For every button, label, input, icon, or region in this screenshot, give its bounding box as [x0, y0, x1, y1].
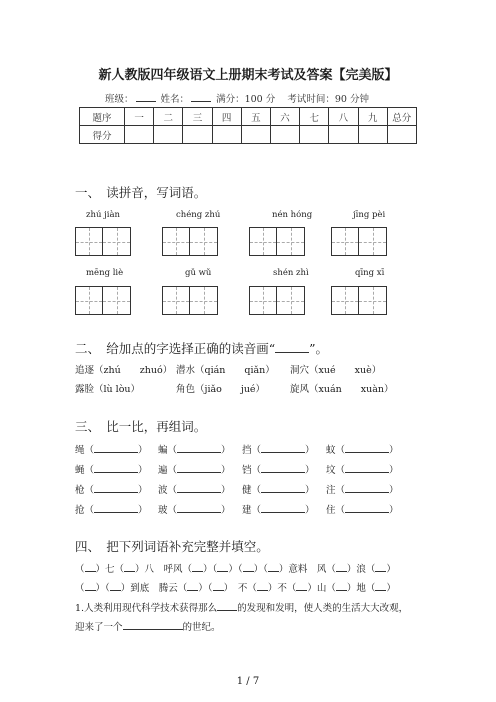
idiom-text: ）七（ [95, 564, 125, 575]
compare-char: 玻 [158, 505, 168, 516]
compare-char: 蚊 [326, 445, 336, 456]
compare-char: 蝇 [75, 465, 85, 476]
idiom-text: ）浪（ [346, 564, 376, 575]
compare-row: 玻（ ） [158, 502, 231, 516]
compare-row: 注（ ） [326, 482, 399, 496]
answer-blank[interactable] [261, 442, 305, 453]
score-table [79, 107, 417, 144]
writing-grid[interactable] [162, 227, 218, 256]
idiom-text: ）（ [253, 564, 268, 575]
compare-row: 坟（ ） [326, 462, 399, 476]
page-title: 新人教版四年级语文上册期末考试及答案【完美版】 [98, 68, 398, 83]
idiom-text: ）山（ [307, 583, 336, 594]
idiom-text: ）意料 风（ [278, 564, 336, 575]
underline-sample [275, 343, 309, 353]
compare-row: 波（ ） [158, 482, 231, 496]
compare-char: 遍 [158, 465, 168, 476]
score-header-cell: 七 [300, 108, 329, 126]
answer-blank[interactable] [345, 442, 389, 453]
score-header-cell: 五 [241, 108, 270, 126]
class-blank [136, 92, 156, 102]
score-header-cell: 四 [212, 108, 241, 126]
idiom-text: ）地（ [346, 583, 376, 594]
score-header-cell: 总分 [387, 108, 416, 126]
idiom-text: ） 不（ [223, 583, 257, 594]
compare-char: 坟 [326, 465, 336, 476]
score-header-cell: 二 [154, 108, 183, 126]
idiom-text: ）（ [228, 564, 243, 575]
idiom-text: ） [386, 564, 396, 575]
idiom-blank[interactable] [336, 582, 347, 591]
compare-char: 建 [242, 505, 252, 516]
idiom-blank[interactable] [375, 582, 386, 591]
answer-blank[interactable] [261, 482, 305, 493]
score-cell[interactable] [300, 126, 329, 144]
score-cell[interactable] [125, 126, 154, 144]
section2-heading [75, 339, 328, 357]
score-header-cell: 三 [183, 108, 212, 126]
pinyin-label: zhú jiàn [86, 210, 121, 220]
question-text: 的世纪。 [182, 622, 221, 633]
answer-blank[interactable] [94, 482, 138, 493]
idiom-blank[interactable] [110, 582, 121, 591]
answer-blank[interactable] [177, 482, 221, 493]
idiom-blank[interactable] [85, 582, 96, 591]
reading-choice[interactable]: 洞穴（xué xuè） [290, 365, 382, 376]
answer-blank[interactable] [177, 502, 221, 513]
score-table-header-row [80, 108, 417, 126]
score-header-cell: 六 [270, 108, 299, 126]
compare-row: 枪（ ） [75, 482, 148, 496]
reading-choice[interactable]: 旋风（xuán xuàn） [290, 384, 394, 395]
exam-info [105, 91, 369, 105]
idiom-line-1 [75, 561, 396, 575]
class-label: 班级： [105, 94, 134, 105]
idiom-text: ）到底 腾云（ [120, 583, 188, 594]
compare-char: 蝙 [158, 445, 168, 456]
section2-heading-end: ”。 [309, 341, 329, 356]
section4-heading: 四、 把下列词语补充完整并填空。 [75, 539, 269, 554]
compare-char: 波 [158, 485, 168, 496]
writing-grid[interactable] [75, 286, 131, 315]
idiom-blank[interactable] [85, 563, 96, 572]
writing-grid[interactable] [331, 286, 387, 315]
pinyin-label: chéng zhú [176, 210, 221, 220]
score-cell[interactable] [358, 126, 387, 144]
writing-grid[interactable] [249, 227, 305, 256]
writing-grid[interactable] [249, 286, 305, 315]
compare-row: 抢（ ） [75, 502, 148, 516]
idiom-text: ） [386, 583, 396, 594]
idiom-text: ）（ [198, 583, 213, 594]
idiom-blank[interactable] [124, 563, 135, 572]
full-score: 满分：100 分 [216, 94, 276, 105]
score-header-cell: 一 [125, 108, 154, 126]
compare-char: 挡 [242, 445, 252, 456]
score-header-cell: 九 [358, 108, 387, 126]
name-label: 姓名： [160, 94, 190, 105]
compare-char: 铛 [242, 465, 252, 476]
question-text: 迎来了一个 [75, 622, 123, 633]
fill-question-1-cont [75, 619, 221, 633]
score-table-score-row [80, 126, 417, 144]
idiom-blank[interactable] [268, 563, 279, 572]
fill-blank[interactable] [217, 601, 237, 611]
reading-choice[interactable]: 角色（jiǎo jué） [176, 384, 266, 395]
score-cell[interactable] [183, 126, 212, 144]
compare-char: 注 [326, 485, 336, 496]
idiom-blank[interactable] [187, 582, 198, 591]
name-blank [191, 92, 211, 102]
idiom-text: （ [75, 564, 85, 575]
compare-row: 住（ ） [326, 502, 399, 516]
idiom-text: ）（ [95, 583, 110, 594]
pinyin-label: qīng xī [355, 268, 385, 278]
answer-blank[interactable] [345, 482, 389, 493]
score-cell[interactable] [329, 126, 358, 144]
fill-question-1 [75, 600, 408, 614]
score-cell[interactable] [154, 126, 183, 144]
idiom-blank[interactable] [257, 582, 268, 591]
writing-grid[interactable] [162, 286, 218, 315]
question-text: 的发现和发明，使人类的生活大大改观， [237, 603, 409, 614]
answer-blank[interactable] [261, 502, 305, 513]
section1-heading: 一、 读拼音，写词语。 [75, 185, 207, 200]
pinyin-label: mēng liè [86, 268, 124, 278]
idiom-text: ）不（ [267, 583, 297, 594]
score-cell[interactable] [270, 126, 299, 144]
idiom-text: ）八 呼风（ [135, 564, 193, 575]
fill-blank[interactable] [123, 620, 183, 630]
score-cell[interactable] [387, 126, 416, 144]
question-text: 1.人类利用现代科学技术获得那么 [75, 603, 218, 614]
compare-row: 蚊（ ） [326, 442, 399, 456]
compare-row: 蝙（ ） [158, 442, 231, 456]
idiom-blank[interactable] [296, 582, 307, 591]
answer-blank[interactable] [345, 462, 389, 473]
idiom-text: ）（ [203, 564, 218, 575]
compare-char: 健 [242, 485, 252, 496]
pinyin-label: jīng pèi [353, 210, 386, 220]
answer-blank[interactable] [94, 442, 138, 453]
pinyin-label: gǔ wǔ [185, 268, 212, 278]
page-number: 1 / 7 [236, 676, 260, 687]
idiom-blank[interactable] [192, 563, 203, 572]
score-row-label: 得分 [80, 126, 125, 144]
reading-choice[interactable]: 露脸（lù lòu） [75, 384, 141, 395]
pinyin-label: shén zhì [273, 268, 309, 278]
compare-char: 绳 [75, 445, 85, 456]
pinyin-label: nén hóng [272, 210, 313, 220]
idiom-text: （ [75, 583, 85, 594]
writing-grid[interactable] [75, 227, 131, 256]
idiom-blank[interactable] [336, 563, 347, 572]
answer-blank[interactable] [261, 462, 305, 473]
writing-grid[interactable] [331, 227, 387, 256]
compare-char: 住 [326, 505, 336, 516]
compare-char: 抢 [75, 505, 85, 516]
score-cell[interactable] [241, 126, 270, 144]
compare-row: 蝇（ ） [75, 462, 148, 476]
answer-blank[interactable] [345, 502, 389, 513]
reading-choice[interactable]: 追逐（zhú zhuó） [75, 365, 173, 376]
reading-choice[interactable]: 潜水（qián qiǎn） [176, 365, 275, 376]
answer-blank[interactable] [94, 502, 138, 513]
section3-heading: 三、 比一比，再组词。 [75, 419, 207, 434]
answer-blank[interactable] [177, 462, 221, 473]
score-header-cell: 八 [329, 108, 358, 126]
idiom-blank[interactable] [217, 563, 228, 572]
answer-blank[interactable] [94, 462, 138, 473]
compare-row: 遍（ ） [158, 462, 231, 476]
idiom-line-2 [75, 580, 396, 594]
compare-char: 枪 [75, 485, 85, 496]
score-header-cell: 题序 [80, 108, 125, 126]
compare-row: 建（ ） [242, 502, 315, 516]
compare-row: 绳（ ） [75, 442, 148, 456]
section2-heading-text: 二、 给加点的字选择正确的读音画“ [75, 341, 276, 356]
idiom-blank[interactable] [213, 582, 224, 591]
compare-row: 挡（ ） [242, 442, 315, 456]
exam-time: 考试时间：90 分钟 [287, 94, 369, 105]
answer-blank[interactable] [177, 442, 221, 453]
idiom-blank[interactable] [375, 563, 386, 572]
compare-row: 铛（ ） [242, 462, 315, 476]
score-cell[interactable] [212, 126, 241, 144]
compare-row: 健（ ） [242, 482, 315, 496]
idiom-blank[interactable] [243, 563, 254, 572]
